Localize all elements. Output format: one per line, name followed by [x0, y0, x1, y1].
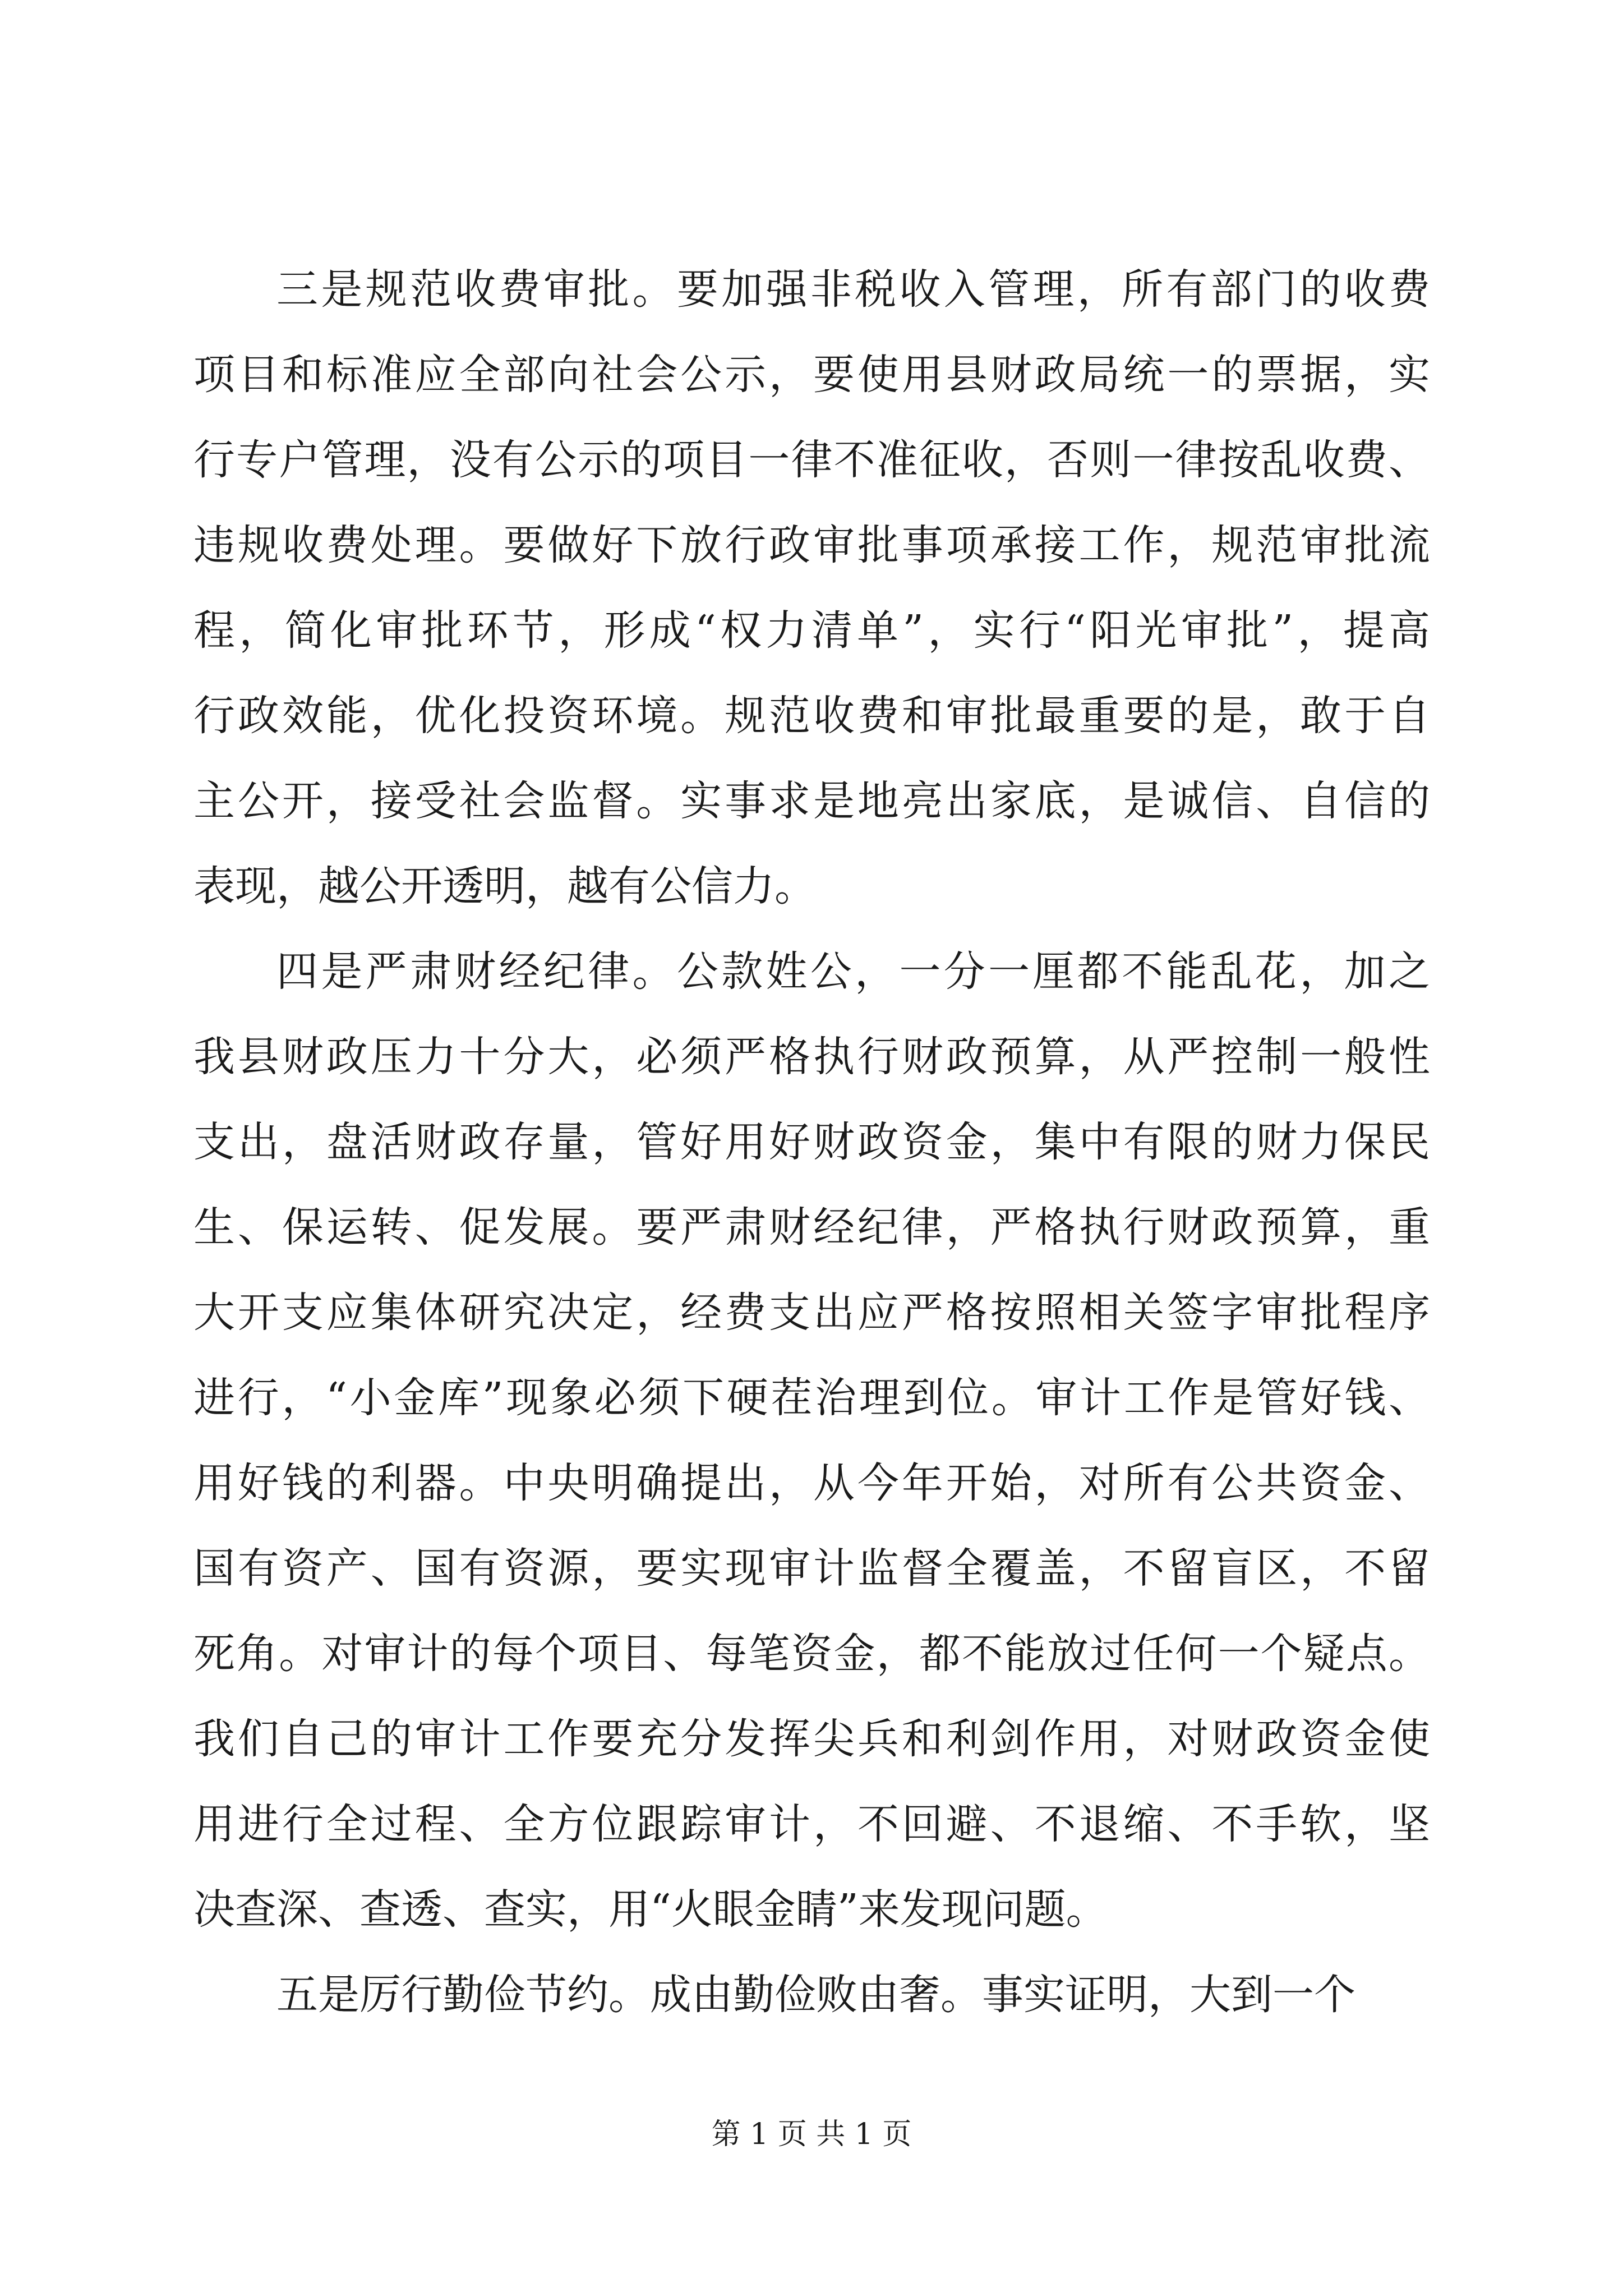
- text-line: 用好钱的利器。中央明确提出，从今年开始，对所有公共资金、: [193, 1459, 1430, 1507]
- document-body: [193, 247, 1430, 2037]
- text-line: 程，简化审批环节，形成“权力清单”，实行“阳光审批”，提高: [193, 606, 1430, 655]
- text-line: 五是厉行勤俭节约。成由勤俭败由奢。事实证明，大到一个: [276, 1971, 1355, 2019]
- text-line: 主公开，接受社会监督。实事求是地亮出家底，是诚信、自信的: [193, 777, 1430, 825]
- text-line: 我们自己的审计工作要充分发挥尖兵和利剑作用，对财政资金使: [193, 1715, 1430, 1763]
- text-line: 项目和标准应全部向社会公示，要使用县财政局统一的票据，实: [193, 351, 1430, 399]
- text-line: 行专户管理，没有公示的项目一律不准征收，否则一律按乱收费、: [193, 436, 1430, 484]
- text-line: 三是规范收费审批。要加强非税收入管理，所有部门的收费: [276, 265, 1430, 314]
- text-line: 决查深、查透、查实，用“火眼金睛”来发现问题。: [193, 1885, 1108, 1934]
- paragraph: [193, 247, 1430, 929]
- text-line: 死角。对审计的每个项目、每笔资金，都不能放过任何一个疑点。: [193, 1630, 1430, 1678]
- text-line: 违规收费处理。要做好下放行政审批事项承接工作，规范审批流: [193, 521, 1430, 569]
- text-line: 用进行全过程、全方位跟踪审计，不回避、不退缩、不手软，坚: [193, 1800, 1430, 1848]
- text-line: 生、保运转、促发展。要严肃财经纪律，严格执行财政预算，重: [193, 1203, 1430, 1251]
- text-line: 我县财政压力十分大，必须严格执行财政预算，从严控制一般性: [193, 1033, 1430, 1081]
- paragraph: [193, 929, 1430, 1952]
- text-line: 表现，越公开透明，越有公信力。: [193, 862, 816, 910]
- text-line: 进行，“小金库”现象必须下硬茬治理到位。审计工作是管好钱、: [193, 1374, 1430, 1422]
- paragraph: [193, 1952, 1430, 2037]
- text-line: 行政效能，优化投资环境。规范收费和审批最重要的是，敢于自: [193, 692, 1430, 740]
- page-footer: 第 1 页 共 1 页: [711, 2118, 912, 2151]
- paragraph-container: [193, 247, 1430, 2037]
- text-line: 大开支应集体研究决定，经费支出应严格按照相关签字审批程序: [193, 1289, 1430, 1337]
- text-line: 支出，盘活财政存量，管好用好财政资金，集中有限的财力保民: [193, 1118, 1430, 1166]
- text-line: 国有资产、国有资源，要实现审计监督全覆盖，不留盲区，不留: [193, 1544, 1430, 1593]
- text-line: 四是严肃财经纪律。公款姓公，一分一厘都不能乱花，加之: [276, 947, 1430, 996]
